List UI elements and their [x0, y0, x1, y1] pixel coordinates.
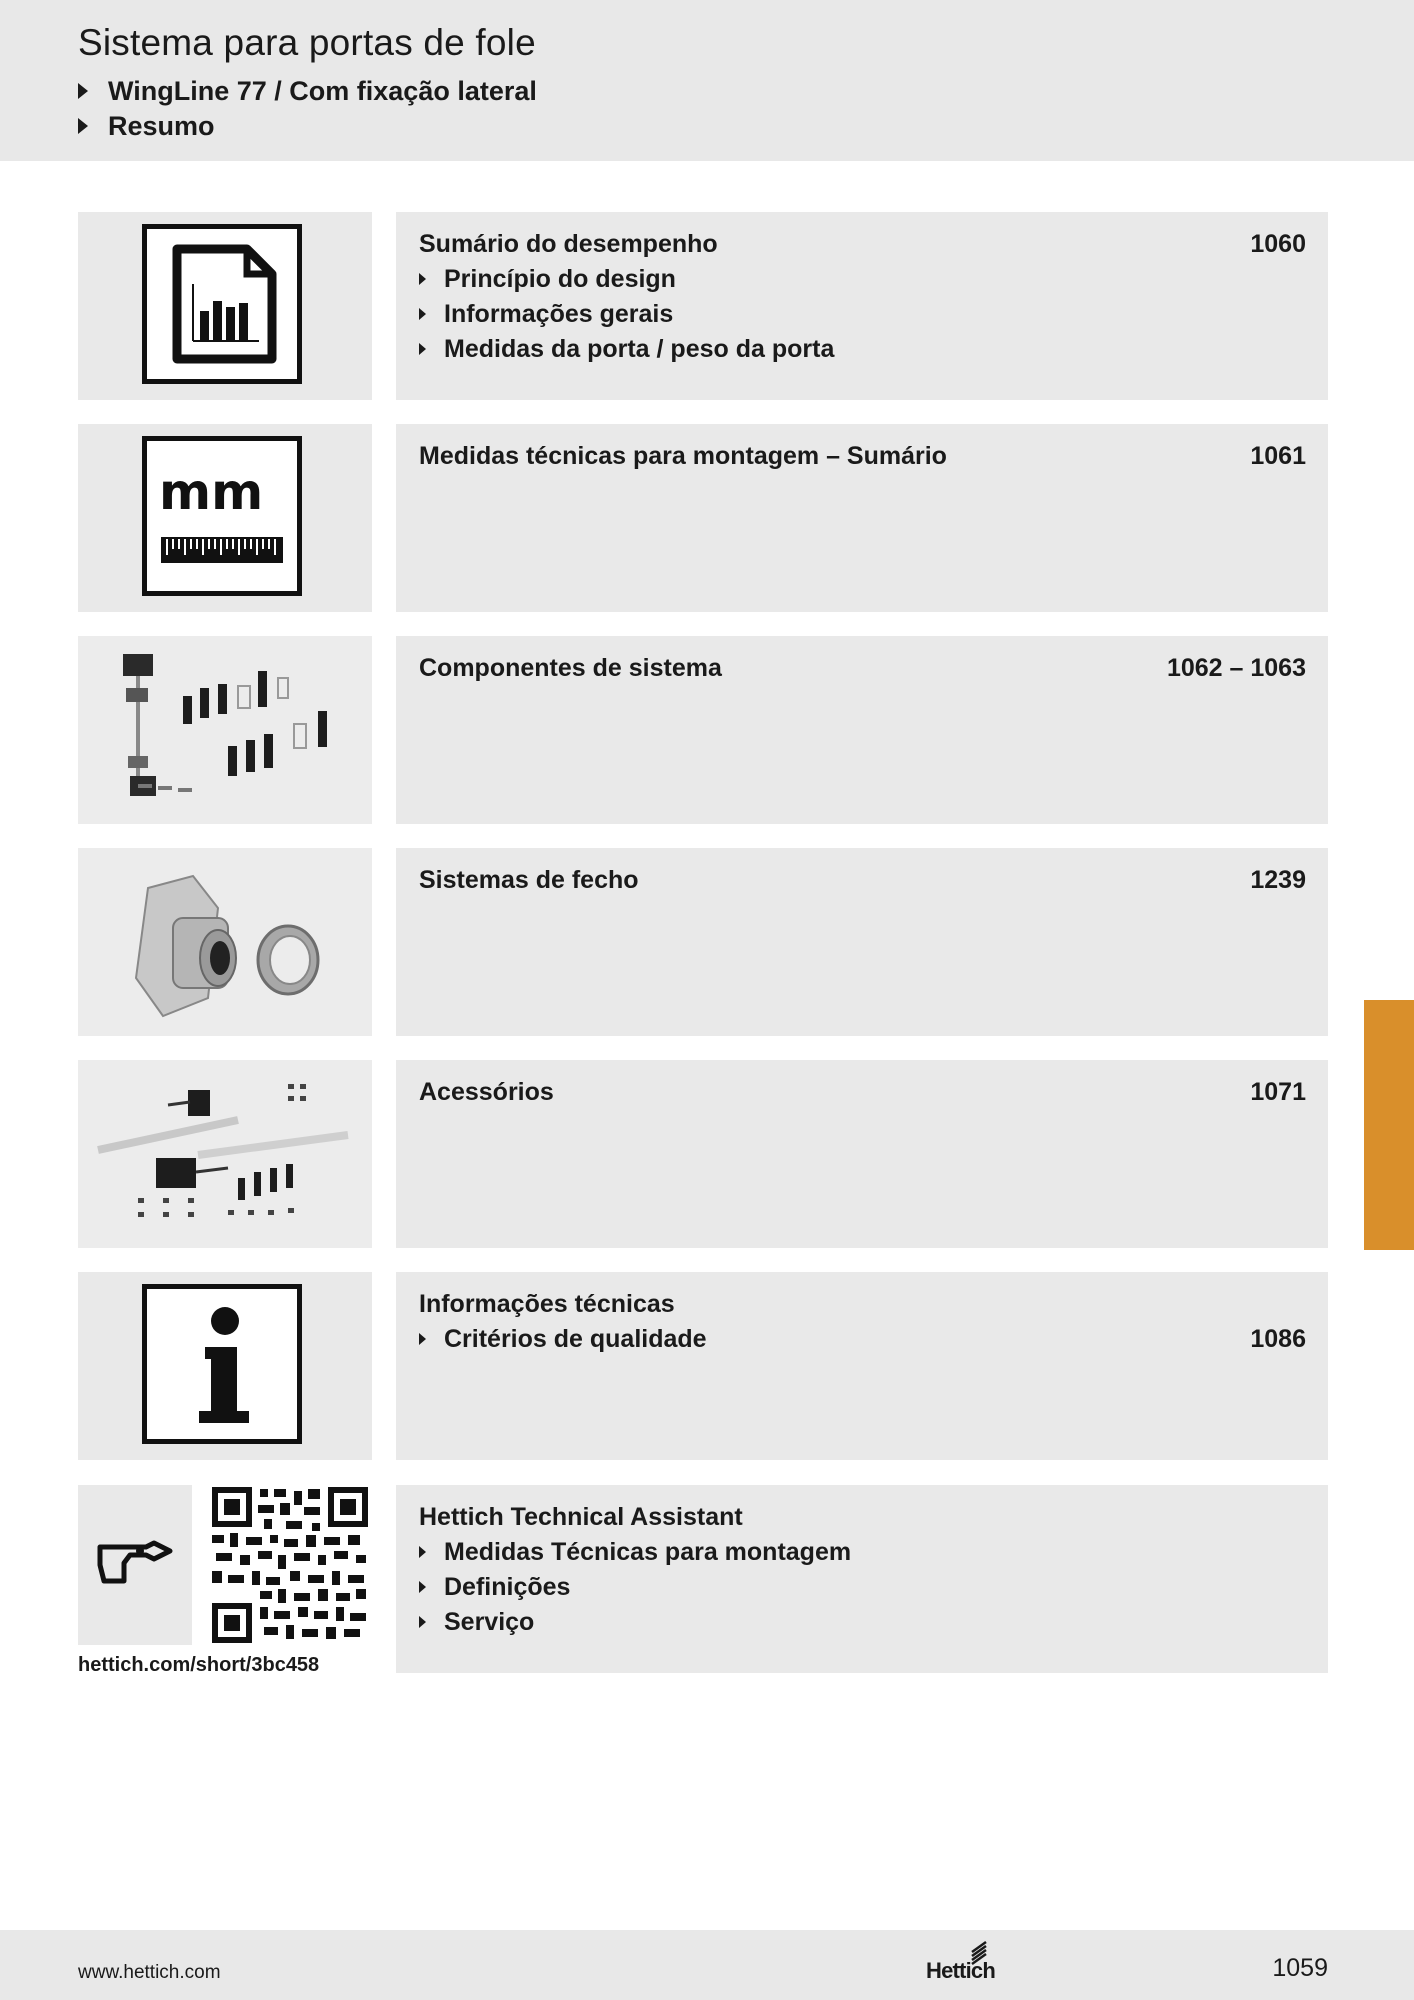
chart-document-icon	[142, 224, 302, 384]
drill-icon	[78, 1485, 192, 1645]
row-subitem[interactable]	[419, 1535, 851, 1569]
breadcrumb-item-resumo[interactable]	[78, 109, 215, 143]
page-reference[interactable]: 1061	[1250, 442, 1306, 470]
short-link[interactable]: hettich.com/short/3bc458	[78, 1654, 320, 1676]
subitem-label: Definições	[444, 1572, 571, 1601]
row-subitem[interactable]	[419, 297, 673, 331]
row-title: Sumário do desempenho	[419, 230, 718, 258]
breadcrumb-item-wingline[interactable]	[78, 74, 537, 108]
triangle-bullet-icon	[78, 118, 88, 134]
page-reference[interactable]: 1239	[1250, 866, 1306, 894]
subitem-label: Princípio do design	[444, 264, 676, 293]
accessories-image	[78, 1060, 372, 1248]
toc-row-panel[interactable]	[396, 636, 1328, 824]
breadcrumb-label: Resumo	[108, 110, 215, 141]
lock-image	[78, 848, 372, 1036]
subitem-label: Critérios de qualidade	[444, 1324, 707, 1353]
toc-row-panel[interactable]	[396, 1272, 1328, 1460]
page-reference[interactable]: 1060	[1250, 230, 1306, 258]
breadcrumb-label: WingLine 77 / Com fixação lateral	[108, 75, 537, 106]
subitem-label: Informações gerais	[444, 299, 674, 328]
logo-wordmark: Hettich	[926, 1958, 995, 1983]
toc-row-panel[interactable]	[396, 1485, 1328, 1673]
system-components-image	[78, 636, 372, 824]
row-title: Hettich Technical Assistant	[419, 1503, 743, 1531]
subitem-label: Medidas Técnicas para montagem	[444, 1537, 852, 1566]
triangle-bullet-icon	[78, 83, 88, 99]
row-title: Acessórios	[419, 1078, 554, 1106]
toc-row-panel[interactable]	[396, 1060, 1328, 1248]
page-reference[interactable]: 1071	[1250, 1078, 1306, 1106]
mm-label: mm	[159, 463, 264, 521]
row-title: Sistemas de fecho	[419, 866, 639, 894]
toc-row-panel[interactable]	[396, 212, 1328, 400]
row-icon-cell	[78, 424, 372, 612]
info-icon	[142, 1284, 302, 1444]
row-subitem[interactable]	[419, 1570, 570, 1604]
subitem-label: Serviço	[444, 1607, 535, 1636]
row-subitem[interactable]	[419, 1322, 707, 1356]
triangle-bullet-icon	[419, 343, 426, 355]
triangle-bullet-icon	[419, 1546, 426, 1558]
hettich-logo	[926, 1938, 996, 1984]
row-subitem[interactable]	[419, 1605, 534, 1639]
triangle-bullet-icon	[419, 273, 426, 285]
row-subitem[interactable]	[419, 262, 676, 296]
triangle-bullet-icon	[419, 1333, 426, 1345]
row-subitem[interactable]	[419, 332, 834, 366]
row-title: Medidas técnicas para montagem – Sumário	[419, 442, 947, 470]
triangle-bullet-icon	[419, 1581, 426, 1593]
ruler-mm-icon	[142, 436, 302, 596]
row-icon-cell	[78, 1272, 372, 1460]
triangle-bullet-icon	[419, 308, 426, 320]
page-title: Sistema para portas de fole	[78, 22, 536, 63]
row-title: Informações técnicas	[419, 1290, 675, 1318]
chapter-side-tab	[1364, 1000, 1414, 1250]
row-title: Componentes de sistema	[419, 654, 722, 682]
qr-code[interactable]	[208, 1485, 372, 1645]
subitem-label: Medidas da porta / peso da porta	[444, 334, 835, 363]
page-number: 1059	[1272, 1954, 1328, 1982]
row-icon-cell	[78, 212, 372, 400]
toc-row-panel[interactable]	[396, 424, 1328, 612]
page-reference[interactable]: 1062 – 1063	[1166, 654, 1306, 682]
toc-row-panel[interactable]	[396, 848, 1328, 1036]
footer-website-link[interactable]: www.hettich.com	[78, 1962, 221, 1983]
triangle-bullet-icon	[419, 1616, 426, 1628]
drill-icon-cell	[78, 1485, 192, 1645]
page-reference[interactable]: 1086	[1250, 1325, 1306, 1353]
